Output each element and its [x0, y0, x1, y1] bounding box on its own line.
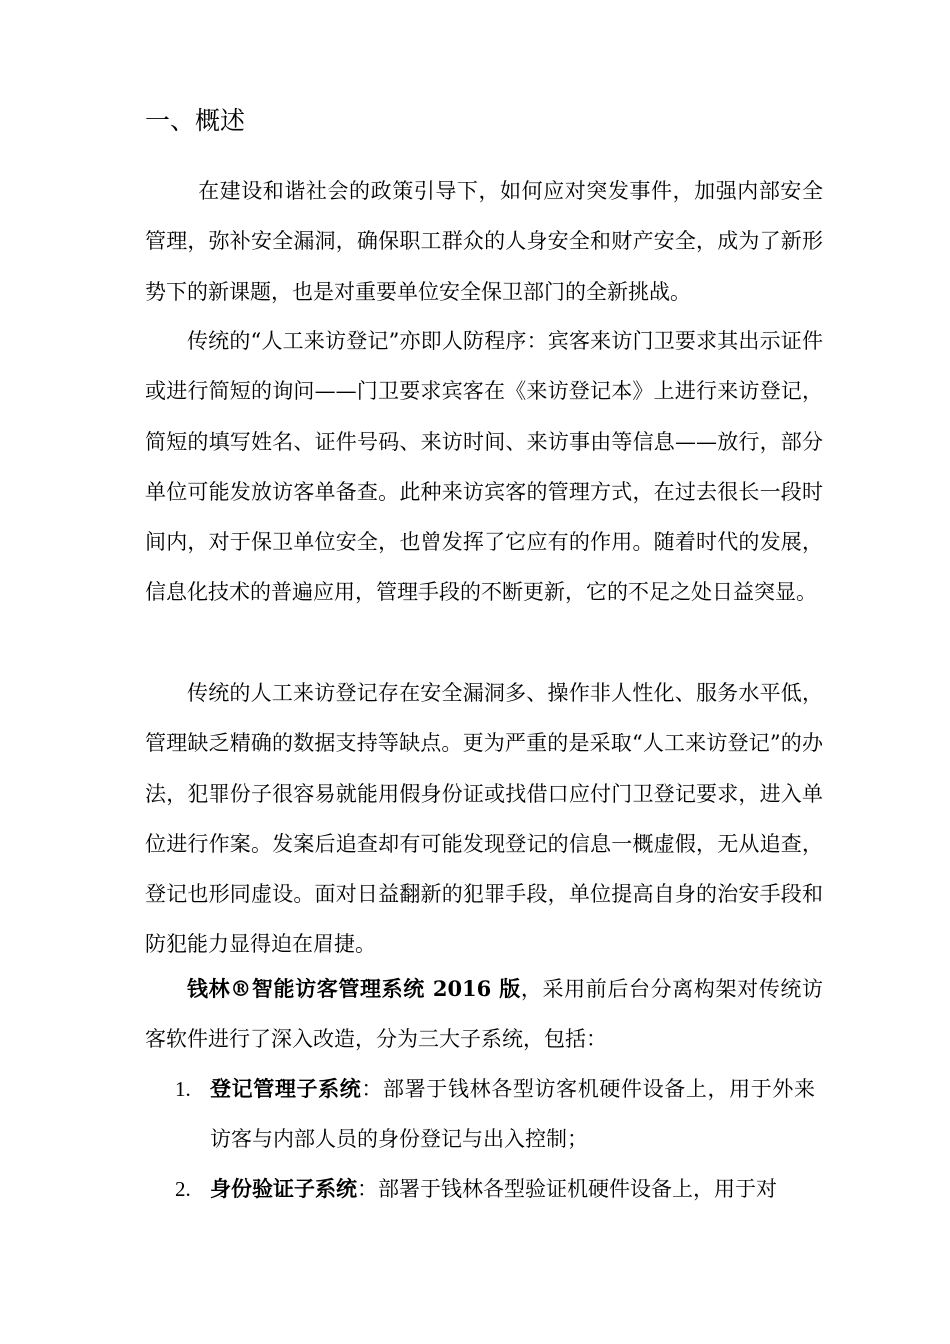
paragraph-traditional-registration: 传统的“人工来访登记”亦即人防程序：宾客来访门卫要求其出示证件或进行简短的询问——门卫要求宾客在《来访登记本》上进行来访登记，简短的填写姓名、证件号码、来访时间、来访事由等信息——放行，部分单位可能发放访客单备查。此种来访宾客的管理方式，在过去很长一段时间内，对于保卫单位安全，也曾发挥了它应有的作用。随着时代的发展，信息化技术的普遍应用，管理手段的不断更新，它的不足之处日益突显。: [145, 329, 823, 605]
list-item-text: ：部署于钱林各型访客机硬件设备上，用于外来访客与内部人员的身份登记与出入控制；: [210, 1077, 816, 1152]
paragraph-product-intro: [145, 964, 823, 1065]
paragraph-text: 在建设和谐社会的政策引导下，如何应对突发事件，加强内部安全管理，弥补安全漏洞，确保职工群众的人身安全和财产安全，成为了新形势下的新课题，也是对重要单位安全保卫部门的全新挑战。: [145, 179, 823, 304]
list-number: 2.: [175, 1177, 191, 1201]
product-intro-text: ，采用前后台分离构架对传统访客软件进行了深入改造，分为三大子系统，包括：: [145, 977, 823, 1052]
product-name: 钱林®智能访客管理系统 2016 版: [187, 976, 521, 1001]
list-item-body: [210, 1164, 815, 1214]
list-item-title: 身份验证子系统: [210, 1176, 357, 1201]
list-item-body: [210, 1064, 815, 1165]
list-number: 1.: [175, 1077, 191, 1101]
paragraph-registration-flaws: 传统的人工来访登记存在安全漏洞多、操作非人性化、服务水平低，管理缺乏精确的数据支持等缺点。更为严重的是采取“人工来访登记”的办法，犯罪份子很容易就能用假身份证或找借口应付门卫登记要求，进入单位进行作案。发案后追查却有可能发现登记的信息一概虚假，无从追查，登记也形同虚设。面对日益翻新的犯罪手段，单位提高自身的治安手段和防犯能力显得迫在眉捷。: [145, 681, 823, 957]
list-item-title: 登记管理子系统: [210, 1076, 362, 1101]
list-item-text: ：部署于钱林各型验证机硬件设备上，用于对: [357, 1177, 777, 1201]
paragraph-harmonious-society: [145, 166, 823, 317]
section-heading: 一、概述: [145, 106, 246, 135]
